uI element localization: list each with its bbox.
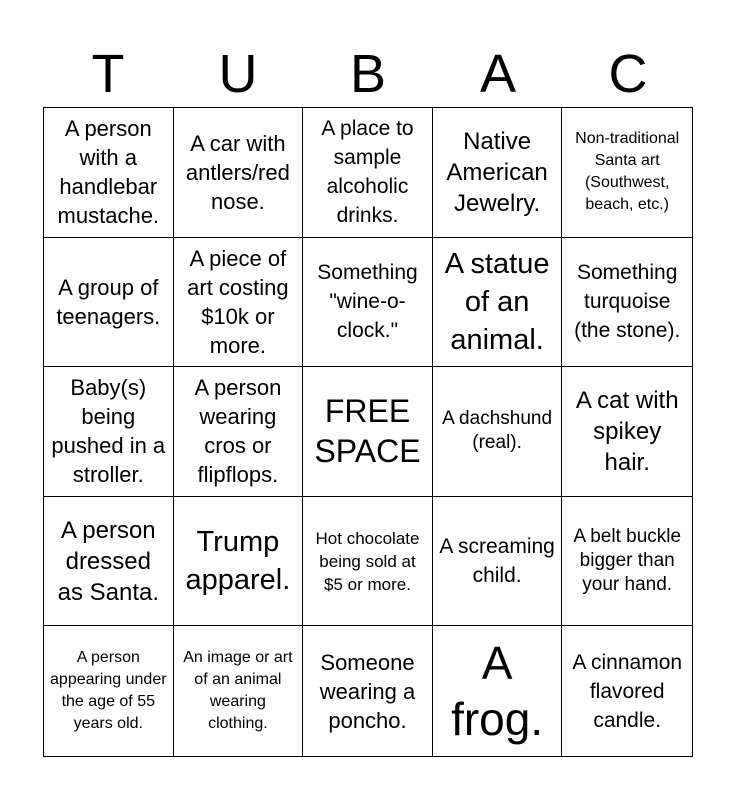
header-letter-t: T	[91, 44, 125, 104]
bingo-cell[interactable]: A person with a handlebar mustache.	[44, 108, 174, 238]
header-letter-u: U	[218, 44, 258, 104]
header-letter-a: A	[479, 44, 517, 104]
bingo-cell[interactable]: Something turquoise (the stone).	[562, 238, 692, 368]
bingo-cell[interactable]: Hot chocolate being sold at $5 or more.	[303, 497, 433, 627]
bingo-cell[interactable]: A person dressed as Santa.	[44, 497, 174, 627]
bingo-cell[interactable]: A group of teenagers.	[44, 238, 174, 368]
bingo-cell[interactable]: A piece of art costing $10k or more.	[174, 238, 304, 368]
bingo-cell[interactable]: Something "wine-o-clock."	[303, 238, 433, 368]
bingo-cell[interactable]: A screaming child.	[433, 497, 563, 627]
bingo-header	[43, 40, 693, 108]
bingo-cell[interactable]: Baby(s) being pushed in a stroller.	[44, 367, 174, 497]
bingo-cell[interactable]: A statue of an animal.	[433, 238, 563, 368]
bingo-cell[interactable]: An image or art of an animal wearing clothing.	[174, 626, 304, 756]
free-space-cell[interactable]: FREE SPACE	[303, 367, 433, 497]
bingo-cell[interactable]: A place to sample alcoholic drinks.	[303, 108, 433, 238]
bingo-cell[interactable]: Non-traditional Santa art (Southwest, beach, etc.)	[562, 108, 692, 238]
bingo-cell[interactable]: A cinnamon flavored candle.	[572, 650, 683, 732]
bingo-cell[interactable]: A person appearing under the age of 55 years old.	[44, 626, 174, 756]
bingo-grid	[43, 107, 693, 757]
bingo-cell[interactable]: A frog.	[433, 626, 563, 756]
bingo-cell[interactable]: Native American Jewelry.	[433, 108, 563, 238]
bingo-cell[interactable]: A dachshund (real).	[433, 367, 563, 497]
bingo-cell[interactable]: A person wearing cros or flipflops.	[174, 367, 304, 497]
bingo-cell[interactable]: A cat with spikey hair.	[562, 367, 692, 497]
bingo-cell[interactable]: Someone wearing a poncho.	[303, 626, 433, 756]
bingo-cell[interactable]: A belt buckle bigger than your hand.	[562, 497, 692, 627]
bingo-cell[interactable]: Trump apparel.	[174, 497, 304, 627]
bingo-cell[interactable]: A car with antlers/red nose.	[174, 108, 304, 238]
header-letter-c: C	[608, 44, 648, 104]
header-letter-b: B	[349, 44, 387, 104]
